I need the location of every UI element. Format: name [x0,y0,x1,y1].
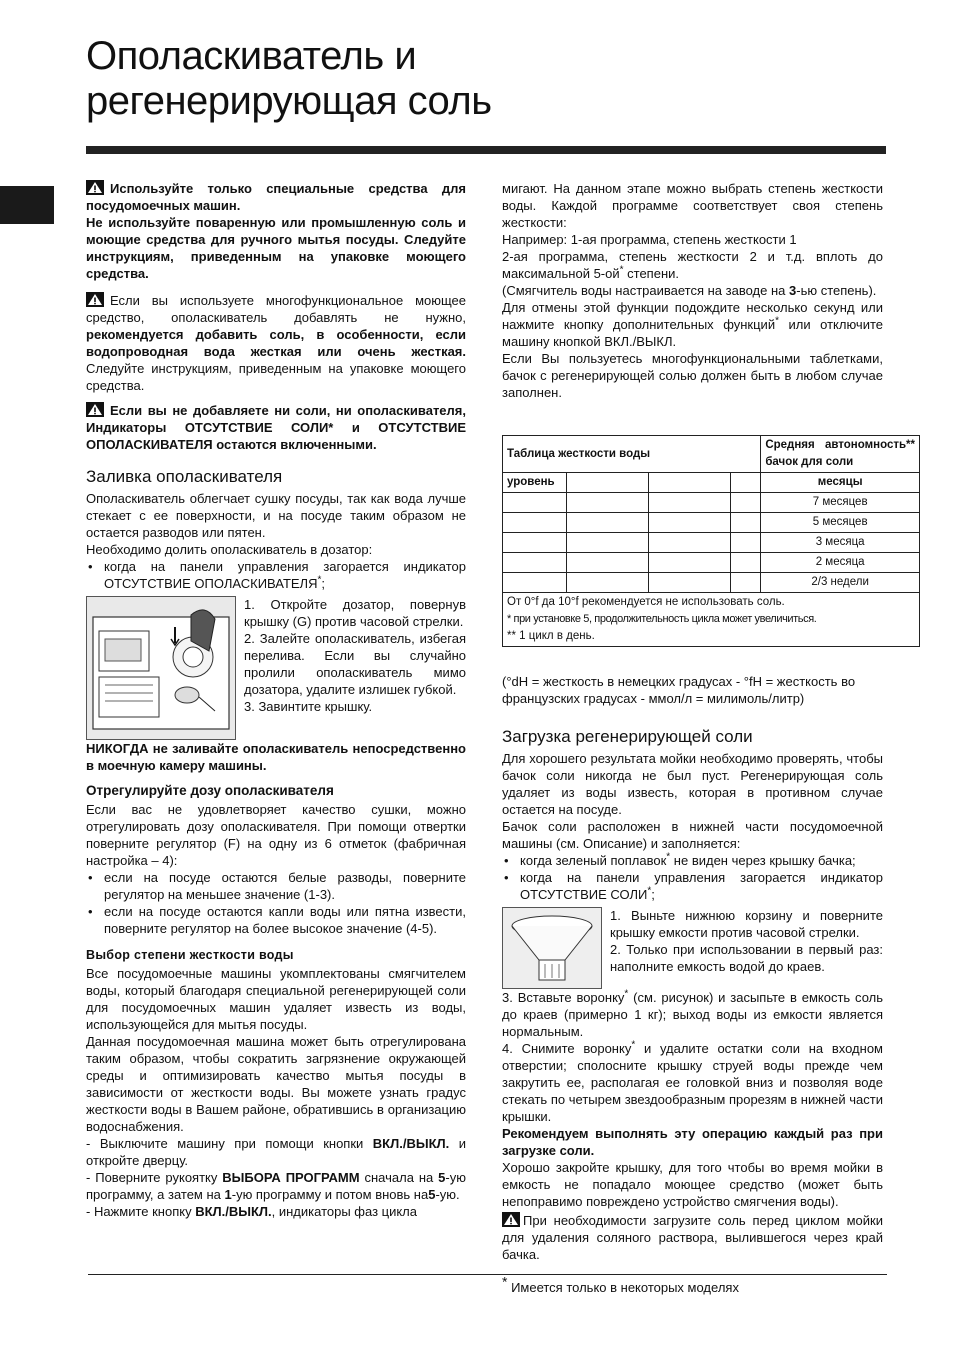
rinse-dispenser-illustration [86,596,236,740]
rinse-step-1: 1. Откройте дозатор, повернув крышку (G) против часовой стрелки. [244,597,466,629]
hardness-table [502,435,920,647]
hardness-example-2: 2-ая программа, степень жесткости 2 и т.д. вплоть до максимальной 5-ой* степени. [502,249,883,281]
table-cell-months: 2 месяца [761,553,920,573]
right-column [502,180,915,1263]
salt-bullet-1: • когда зеленый поплавок* не виден через крышку бачка; [502,852,883,869]
table-subheader-months: месяцы [761,473,920,493]
table-cell-months: 3 месяца [761,533,920,553]
page-title [86,34,492,124]
multifunction-tablets: Если Вы пользуетесь многофункциональными таблетками, бачок с регенерирующей солью должен быть в любом случае заполнен. [502,351,883,400]
rinse-steps [244,596,466,740]
warning-icon [502,1212,520,1227]
warning-last: При необходимости загрузите соль перед циклом мойки для удаления соляного раствора, вылившегося через край бачка. [502,1213,883,1262]
heading-salt: Загрузка регенерирующей соли [502,727,753,746]
salt-bullet-2: • когда на панели управления загорается индикатор ОТСУТСТВИЕ СОЛИ*; [502,869,883,903]
salt-steps [610,907,883,989]
table-cell-months: 7 месяцев [761,493,920,513]
warning-1-text: Не используйте поваренную или промышленную соль и моющие средства для ручного мытья посуды. Следуйте инструкциям, приведенным на упаковке моющего средства. [86,215,466,281]
salt-paragraph-2: Бачок соли расположен в нижней части посудомоечной машины (см. Описание) и заполняется: [502,819,883,851]
hardness-paragraph-1: Все посудомоечные машины укомплектованы смягчителем воды, который благодаря специальной регенерирующей соли для посудомоечных машин удаляет известь из воды, использующейся для мытья посуды. [86,966,466,1032]
salt-step-4: 4. Снимите воронку* и удалите остатки соли на входном отверстии; сполосните крышку струей воды прежде чем закрутить ее, располагая ее головкой вниз и позволяя воде стекать по четырем звездообразным прорезям в нижней части крышки. [502,1039,883,1124]
units-note: (°dH = жесткость в немецких градусах - °fH = жесткость во французских градусах - ммол/л = милимоль/литр) [502,674,856,706]
recommendation: Рекомендуем выполнять эту операцию каждый раз при загрузке соли. [502,1126,883,1158]
salt-step-2: 2. Только при использовании в первый раз: наполните емкость водой до краев. [610,942,883,974]
heading-rinse-aid: Заливка ополаскивателя [86,467,283,486]
hardness-step-2: - Поверните рукоятку ВЫБОРА ПРОГРАММ сначала на 5-ую программу, а затем на 1-ую программу и потом вновь на5-ую. [86,1170,466,1202]
rinse-figure-row [86,596,466,740]
table-row [503,573,920,593]
heading-hardness: Выбор степени жесткости воды [86,948,294,962]
never-warning: НИКОГДА не заливайте ополаскиватель непосредственно в моечную камеру машины. [86,741,466,773]
warning-icon [86,292,104,307]
hardness-continued: мигают. На данном этапе можно выбрать степень жесткости воды. Каждой программе соответствует своя степень жесткости: [502,181,883,230]
heading-dose: Отрегулируйте дозу ополаскивателя [86,783,334,798]
table-notes-row [503,593,920,647]
table-note-2: * при установке 5, продолжительность цикла может увеличиться. [507,613,817,625]
warning-3: Если вы не добавляете ни соли, ни ополаскивателя, Индикаторы ОТСУТСТВИЕ СОЛИ* и ОТСУТСТВИЕ ОПОЛАСКИВАТЕЛЯ остаются включенными. [86,403,466,452]
hardness-step-1: - Выключите машину при помощи кнопки ВКЛ./ВЫКЛ. и откройте дверцу. [86,1136,467,1168]
title-rule [86,146,886,154]
footnote: * Имеется только в некоторых моделях [502,1273,739,1295]
dose-bullet-1: • если на посуде остаются белые разводы, поверните регулятор на меньшее значение (1-3). [86,869,466,903]
table-cell-months: 5 месяцев [761,513,920,533]
table-row [503,493,920,513]
table-row [503,533,920,553]
rinse-bullet: • когда на панели управления загорается индикатор ОТСУТСТВИЕ ОПОЛАСКИВАТЕЛЯ*; [86,558,466,592]
table-row [503,553,920,573]
title-line-1: Ополаскиватель и [86,34,417,78]
salt-figure-row [502,907,883,989]
section-tab-marker [0,186,54,224]
salt-step-1: 1. Выньте нижнюю корзину и поверните крышку емкости против часовой стрелки. [610,908,883,940]
warning-1: Используйте только специальные средства для посудомоечных машин. [86,181,466,213]
salt-paragraph-1: Для хорошего результата мойки необходимо проверять, чтобы бачок соли никогда не был пуст. Регенерирующая соль удаляет из воды известь, которая в противном случае остается на посуде. [502,751,883,817]
table-header-right: Средняя автономность** бачок для соли [761,436,920,473]
warning-icon [86,180,104,195]
rinse-paragraph-2: Необходимо долить ополаскиватель в дозатор: [86,542,373,557]
hardness-example: Например: 1-ая программа, степень жесткости 1 [502,232,797,247]
table-cell-months: 2/3 недели [761,573,920,593]
footer-rule [88,1274,887,1275]
table-subheader-level: уровень [503,473,567,493]
cancel-function: Для отмены этой функции подождите несколько секунд или нажмите кнопку дополнительных функций* или отключите машину кнопкой ВКЛ./ВЫКЛ. [502,300,883,349]
dose-bullet-2: • если на посуде остаются капли воды или пятна извести, поверните регулятор на более высокое значение (4-5). [86,903,466,937]
hardness-step-3: - Нажмите кнопку ВКЛ./ВЫКЛ., индикаторы фаз цикла [86,1204,418,1219]
table-note-1: От 0°f да 10°f рекомендуется не использовать соль. [507,596,785,608]
salt-funnel-illustration [502,907,602,989]
rinse-step-2: 2. Залейте ополаскиватель, избегая перелива. Если вы случайно пролили ополаскиватель мимо дозатора, удалите излишек губкой. [244,631,466,697]
left-column [86,180,466,1220]
hardness-paragraph-2: Данная посудомоечная машина может быть отрегулирована таким образом, чтобы сократить загрязнение окружающей среды и оптимизировать качество мытья посуды в зависимости от жесткости воды. Вы можете узнать градус жесткости воды в Вашем районе, обратившись в организацию водоснабжения. [86,1034,466,1134]
warning-2: Если вы используете многофункциональное моющее средство, ополаскиватель добавлять не нужно, рекомендуется добавить соль, в особенности, если водопроводная вода жесткая или очень жесткая. Следуйте инструкциям, приведенным на упаковке моющего средства. [86,293,466,393]
rinse-paragraph: Ополаскиватель облегчает сушку посуды, так как вода лучше стекает с ее поверхности, и на посуде таким образом не остается разводов или пятен. [86,491,466,540]
table-notes [503,593,920,647]
table-subheader-row [503,473,920,493]
dose-paragraph: Если вас не удовлетворяет качество сушки, можно отрегулировать дозу ополаскивателя. При помощи отвертки поверните регулятор (F) на одну из 6 отметок (фабричная настройка – 4): [86,802,466,868]
factory-setting: (Смягчитель воды настраивается на заводе на 3-ью степень). [502,283,877,298]
table-row [503,513,920,533]
title-line-2: регенерирующая соль [86,79,492,123]
table-header-row [503,436,920,473]
close-cap-note: Хорошо закройте крышку, для того чтобы во время мойки в емкость не попадало моющее средство (может быть непоправимо повреждено устройство смягчения воды). [502,1160,883,1209]
warning-icon [86,402,104,417]
rinse-step-3: 3. Завинтите крышку. [244,699,373,714]
table-note-3: ** 1 цикл в день. [507,630,595,642]
table-header-left: Таблица жесткости воды [503,436,761,473]
salt-step-3: 3. Вставьте воронку* (см. рисунок) и засыпьте в емкость соль до краев (примерно 1 кг); выход воды из емкости является нормальным. [502,988,883,1039]
